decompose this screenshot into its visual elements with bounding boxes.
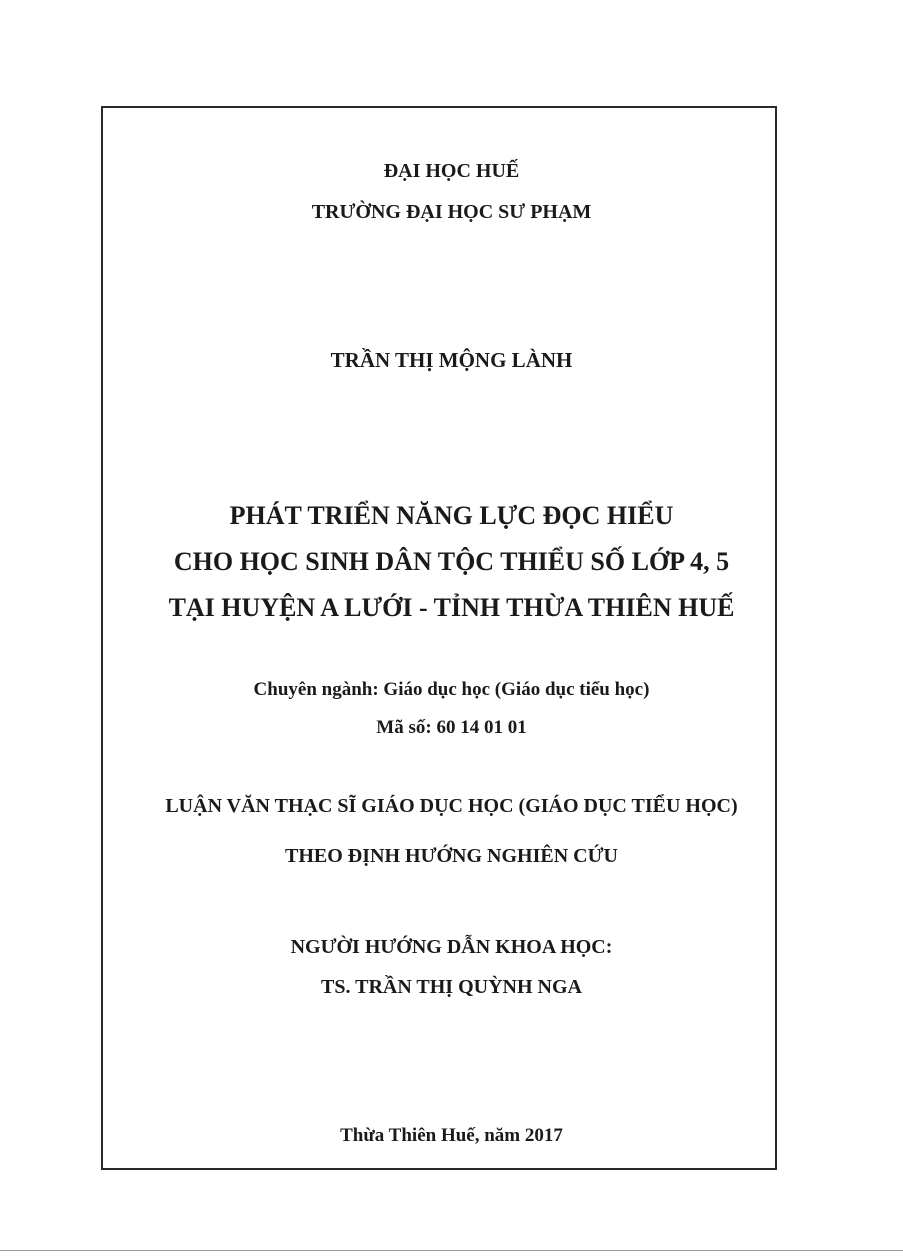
thesis-type-line-1: LUẬN VĂN THẠC SĨ GIÁO DỤC HỌC (GIÁO DỤC TIỂU HỌC) [165, 795, 738, 817]
place-year: Thừa Thiên Huế, năm 2017 [340, 1125, 563, 1146]
major-code: Mã số: 60 14 01 01 [376, 717, 527, 738]
title-line-1: PHÁT TRIỂN NĂNG LỰC ĐỌC HIỂU [229, 501, 674, 530]
university-name: ĐẠI HỌC HUẾ [383, 160, 520, 182]
title-line-3: TẠI HUYỆN A LƯỚI - TỈNH THỪA THIÊN HUẾ [168, 593, 735, 622]
thesis-type-line-2: THEO ĐỊNH HƯỚNG NGHIÊN CỨU [285, 845, 618, 867]
faculty-name: TRƯỜNG ĐẠI HỌC SƯ PHẠM [311, 201, 592, 223]
title-line-2: CHO HỌC SINH DÂN TỘC THIỂU SỐ LỚP 4, 5 [173, 547, 730, 576]
page-edge [0, 1250, 903, 1251]
cover-border [101, 106, 777, 1170]
author-name: TRẦN THỊ MỘNG LÀNH [330, 348, 573, 372]
supervisor-label: NGƯỜI HƯỚNG DẪN KHOA HỌC: [290, 936, 613, 958]
major: Chuyên ngành: Giáo dục học (Giáo dục tiểu học) [253, 679, 650, 700]
supervisor-name: TS. TRẦN THỊ QUỲNH NGA [321, 976, 582, 998]
